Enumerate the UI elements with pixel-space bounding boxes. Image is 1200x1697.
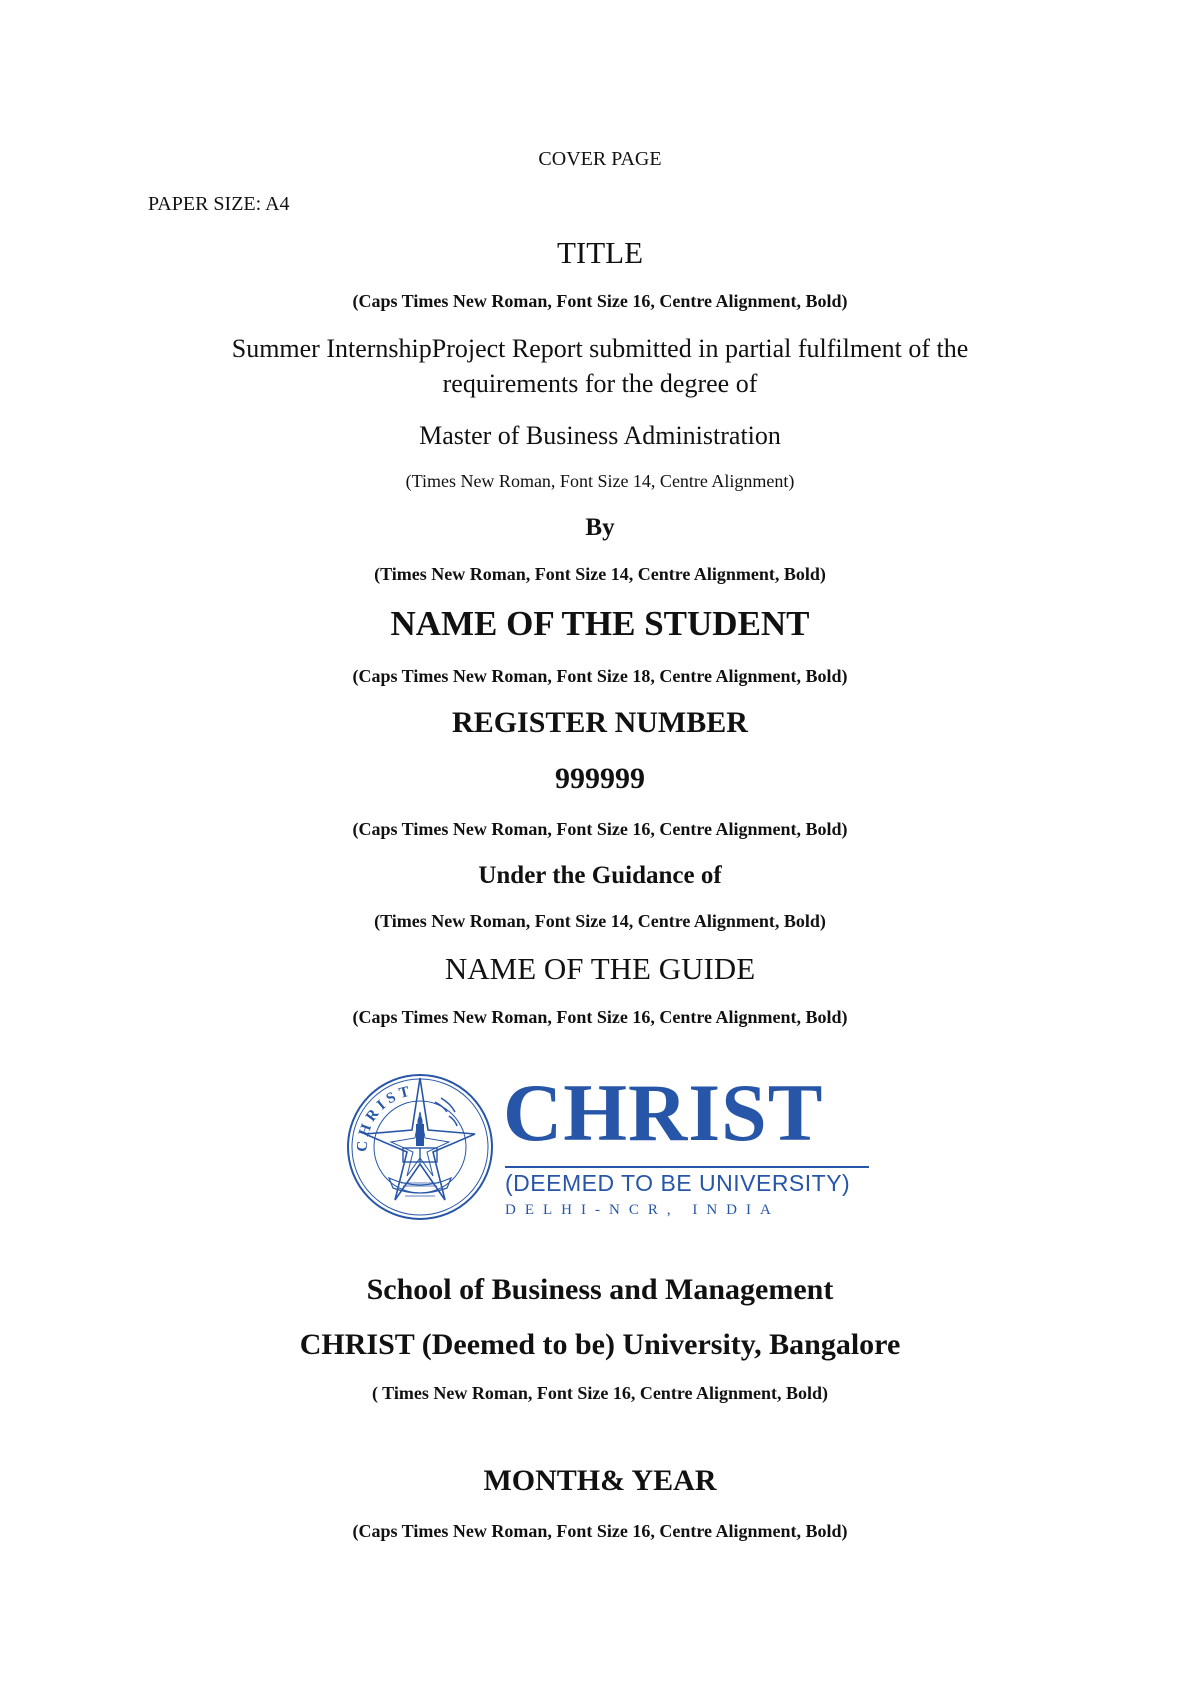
degree-name: Master of Business Administration [419, 421, 781, 450]
deemed-university-subtitle: (DEEMED TO BE UNIVERSITY) [505, 1170, 851, 1196]
student-name: NAME OF THE STUDENT [390, 604, 810, 643]
guidance-label: Under the Guidance of [478, 862, 722, 889]
title-heading: TITLE [556, 235, 644, 270]
logo-divider [505, 1166, 869, 1168]
guide-name: NAME OF THE GUIDE [444, 951, 756, 986]
seal-text: CHRIST [354, 1082, 415, 1153]
school-format-note: ( Times New Roman, Font Size 16, Centre Alignment, Bold) [372, 1383, 828, 1403]
register-format-note: (Caps Times New Roman, Font Size 16, Centre Alignment, Bold) [352, 819, 848, 839]
by-label: By [585, 514, 615, 541]
degree-format-note: (Times New Roman, Font Size 14, Centre Alignment) [405, 471, 795, 491]
month-year: MONTH& YEAR [483, 1464, 717, 1497]
cover-page-label: COVER PAGE [538, 148, 662, 170]
submission-line-1: Summer InternshipProject Report submitted in partial fulfilment of the [231, 334, 969, 363]
logo-location: DELHI-NCR, INDIA [505, 1202, 780, 1218]
register-number-label: REGISTER NUMBER [452, 706, 748, 739]
guide-format-note: (Caps Times New Roman, Font Size 16, Centre Alignment, Bold) [352, 1007, 848, 1027]
register-number-value: 999999 [555, 762, 645, 795]
month-year-format-note: (Caps Times New Roman, Font Size 16, Centre Alignment, Bold) [352, 1521, 848, 1541]
title-format-note: (Caps Times New Roman, Font Size 16, Centre Alignment, Bold) [352, 291, 848, 311]
christ-university-logo [345, 1067, 875, 1218]
by-format-note: (Times New Roman, Font Size 14, Centre Alignment, Bold) [374, 564, 826, 584]
paper-size-label: PAPER SIZE: A4 [148, 193, 290, 215]
university-name: CHRIST (Deemed to be) University, Bangalore [299, 1328, 901, 1361]
student-format-note: (Caps Times New Roman, Font Size 18, Centre Alignment, Bold) [352, 666, 848, 686]
school-name: School of Business and Management [366, 1273, 834, 1306]
university-seal-icon [345, 1072, 495, 1222]
christ-wordmark: CHRIST [503, 1067, 824, 1158]
guidance-format-note: (Times New Roman, Font Size 14, Centre Alignment, Bold) [374, 911, 826, 931]
submission-line-2: requirements for the degree of [442, 369, 758, 398]
